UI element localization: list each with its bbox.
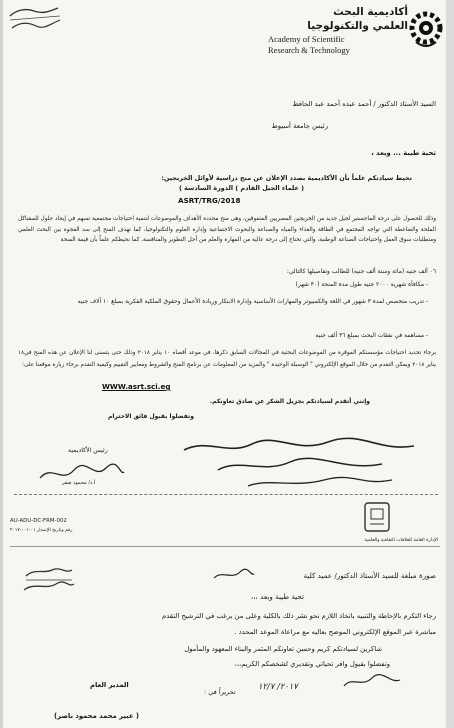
memo-director-title: المدير العام (90, 681, 129, 689)
item-3: - مساهمة في نفقات البحث بمبلغ ٣٦ ألف جنيه (315, 333, 428, 339)
memo-to-scribble (210, 568, 256, 582)
form-divider (14, 494, 438, 495)
memo-to: صورة مبلغة للسيد الأستاذ الدكتور/ عميد كلية (303, 571, 436, 580)
signatory-title: رئيس الأكاديمية (68, 447, 108, 454)
scan-edge (446, 0, 454, 728)
academy-logo-icon (406, 8, 446, 52)
form-code: AU-ADU-DC-FRM-002 (10, 518, 67, 524)
program-name: ( علماء الجيل القادم ) الدورة السادسة ) (179, 184, 304, 192)
memo-director-signature (340, 670, 404, 694)
thanks-line: وإنني أتقدم لسيادتكم بجزيل الشكر عن صادق تعاونكم. (209, 398, 370, 405)
academy-header (258, 4, 448, 66)
signatory-name: أ.د/ محمود صقر (62, 480, 96, 486)
addressee: السيد الأستاذ الدكتور / أحمد عبده أحمد عبد الحافظ (292, 100, 436, 108)
closing-line: وتفضلوا بقبول فائق الاحترام (107, 413, 194, 420)
unit-name: الإدارة العامة للعلاقات الثقافية والعلمية (364, 538, 438, 543)
website-link[interactable]: WWW.asrt.sci.eg (102, 382, 171, 391)
greeting: تحية طيبة ... وبعد ، (371, 149, 436, 157)
addressee-title: رئيس جامعة أسيوط (271, 122, 328, 130)
academy-name-en-1: Academy of Scientific (268, 34, 345, 44)
amount-header: ٠٦ ألف جنيه (مائة وستة ألف جنيه) للطالب وتفاصيلها كالتالي: (286, 269, 436, 275)
form-sub: رقم وتاريخ الإصدار ٠١-٠٠١-٢٠١٧ (10, 528, 73, 533)
academy-name-ar-1: أكاديمية البحث (333, 6, 408, 18)
memo-line-3: شاكرين لسيادتكم كريم وحسن تعاونكم المثمر والبناء المعهود والمأمول (184, 645, 382, 653)
program-code: ASRT/TRG/2018 (178, 196, 241, 205)
memo-director-name: ( عبير محمد محمود ناصر) (54, 712, 140, 720)
memo-date-label: تحريراً في : (204, 688, 236, 696)
academy-name-en-2: Research & Technology (268, 45, 350, 55)
academy-name-ar-2: العلمي والتكنولوجيا (307, 20, 408, 32)
memo-date-value: ٢٠١٧/ ١٢/٧ (258, 681, 298, 691)
memo-line-2: مباشرة عبر الموقع الإلكتروني الموضح بعاليه مع مراعاة الموعد المحدد . (234, 628, 436, 636)
paragraph-2: برجاء تحديد احتياجات مؤسستكم الموقرة من الموضوعات البحثية في المجالات السابق ذكرها، في موعد أقصاه ١٠ يناير ٢٠١٨ وذلك حتى يتسنى لنا الإعلان عن هذه المنح في١٨ يناير ٢٠١٨ ويمكن التقدم من خلال الموقع الإلكتروني " الوسيلة الوحيدة " والمزيد من المعلومات عن برنامج المنح والشروط ومعايير التقييم وكيفية التقدم برجاء زيارة موقعنا على: (18, 350, 437, 368)
item-1: - مكافأة شهرية ٢٠٠٠ جنيه طول مدة المنحة (٣٠ شهر) (295, 282, 428, 288)
university-seal-icon (362, 500, 392, 534)
memo-line-4: وتفضلوا بقبول وافر تحياتي وتقديري لشخصكم الكريم،،، (234, 660, 390, 668)
memo-line-1: رجاء التكرم بالإحاطة والتنبيه باتخاذ اللازم نحو نشر ذلك بالكلية وعلى من يرغب في الترشيح التقدم (161, 612, 436, 620)
handwritten-referral-note (178, 436, 428, 492)
item-2: - تدريب متخصص لمدة ٣ شهور في اللغة والكمبيوتر والمهارات الأساسية وإدارة الابتكار وريادة الأعمال وحقوق الملكية الفكرية بمبلغ ١٠ آلاف جنيه (77, 299, 428, 305)
memo-greeting: تحية طيبة وبعد ،،، (250, 592, 304, 601)
paragraph-1: وذلك للحصول على درجة الماجستير لجيل جديد من الخريجين المصريين المتفوقين، وهى منح محددة الأهداف والموضوعات لتنمية احتياجات مجتمعية تسهم في إيجاد حلول للمشاكل الملحة والضاغطة التي تواجه المجتمع في الطاقة والغذاء والمياه والصناعة والبحوث الاجتماعية وإدارة العلوم والتكنولوجيا، كما تهدف المنح إلى سد الفجوة بين البحث العلمي ومتطلبات سوق العمل واحتياجات الصناعة الوطنية، والتي تحتاج إلى درجة عالية من المهارة والعلم من أجل التطوير والمنافسة. كما نحيطكم علماً بأن قيمة المنحة (18, 216, 436, 243)
intro-line: نحيط سيادتكم علماً بأن الأكاديمية بصدد الإعلان عن منح دراسية لأوائل الخريجين: (161, 174, 412, 182)
scan-shadow (0, 0, 3, 728)
form-bottom-line (10, 546, 440, 547)
